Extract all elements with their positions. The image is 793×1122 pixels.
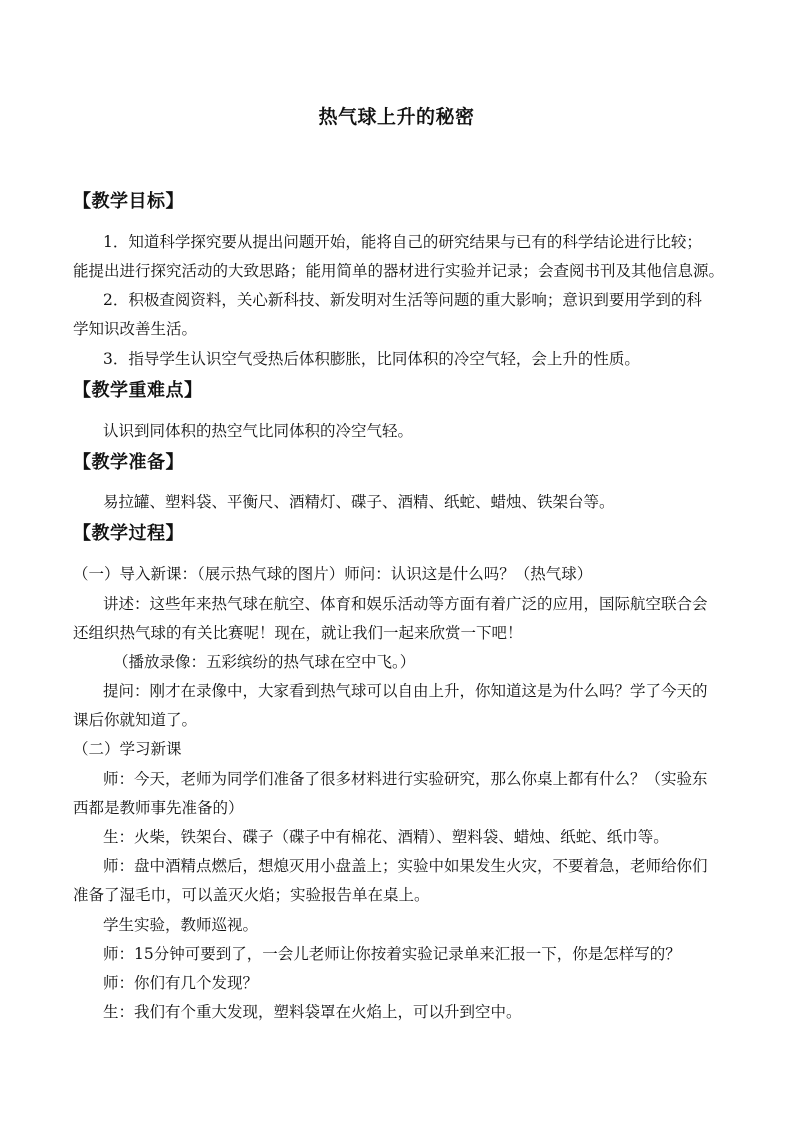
process-line: （播放录像：五彩缤纷的热气球在空中飞。） [113, 653, 416, 671]
process-line: 师：15分钟可要到了，一会儿老师让你按着实验记录单来汇报一下，你是怎样写的？ [103, 945, 681, 963]
goals-line: 1．知道科学探究要从提出问题开始，能将自己的研究结果与已有的科学结论进行比较； [103, 233, 702, 251]
process-heading: 【教学过程】 [73, 523, 184, 544]
preparation-text: 易拉罐、塑料袋、平衡尺、酒精灯、碟子、酒精、纸蛇、蜡烛、铁架台等。 [103, 493, 615, 511]
goals-heading: 【教学目标】 [73, 191, 184, 212]
preparation-heading: 【教学准备】 [73, 452, 184, 473]
process-line: 师：盘中酒精点燃后，想熄灭用小盘盖上；实验中如果发生火灾，不要着急，老师给你们 [103, 857, 708, 875]
goals-line: 能提出进行探究活动的大致思路；能用简单的器材进行实验并记录；会查阅书刊及其他信息源。 [73, 262, 725, 280]
process-line: 师：你们有几个发现？ [103, 974, 259, 992]
process-line: 学生实验，教师巡视。 [103, 916, 259, 934]
process-line: 还组织热气球的有关比赛呢！现在，就让我们一起来欣赏一下吧！ [73, 624, 523, 642]
process-line: 师：今天，老师为同学们准备了很多材料进行实验研究，那么你桌上都有什么？（实验东 [103, 770, 708, 788]
key-points-heading: 【教学重难点】 [73, 380, 203, 401]
process-line: （二）学习新课 [73, 740, 182, 758]
process-line: 课后你就知道了。 [73, 711, 198, 729]
key-points-text: 认识到同体积的热空气比同体积的冷空气轻。 [103, 422, 414, 440]
process-line: 讲述：这些年来热气球在航空、体育和娱乐活动等方面有着广泛的应用，国际航空联合会 [103, 595, 708, 613]
process-line: 生：我们有个重大发现，塑料袋罩在火焰上，可以升到空中。 [103, 1003, 522, 1021]
process-line: 西都是教师事先准备的） [73, 799, 244, 817]
process-line: 生：火柴，铁架台、碟子（碟子中有棉花、酒精）、塑料袋、蜡烛、纸蛇、纸巾等。 [103, 828, 669, 846]
goals-line: 学知识改善生活。 [73, 320, 198, 338]
process-line: 准备了湿毛巾，可以盖灭火焰；实验报告单在桌上。 [73, 886, 430, 904]
goals-line: 2．积极查阅资料，关心新科技、新发明对生活等问题的重大影响；意识到要用学到的科 [103, 291, 702, 309]
document-title: 热气球上升的秘密 [318, 106, 475, 128]
process-line: 提问：刚才在录像中，大家看到热气球可以自由上升，你知道这是为什么吗？学了今天的 [103, 682, 708, 700]
goals-line: 3．指导学生认识空气受热后体积膨胀，比同体积的冷空气轻，会上升的性质。 [103, 350, 640, 368]
process-line: （一）导入新课：（展示热气球的图片）师问：认识这是什么吗？（热气球） [73, 565, 593, 583]
